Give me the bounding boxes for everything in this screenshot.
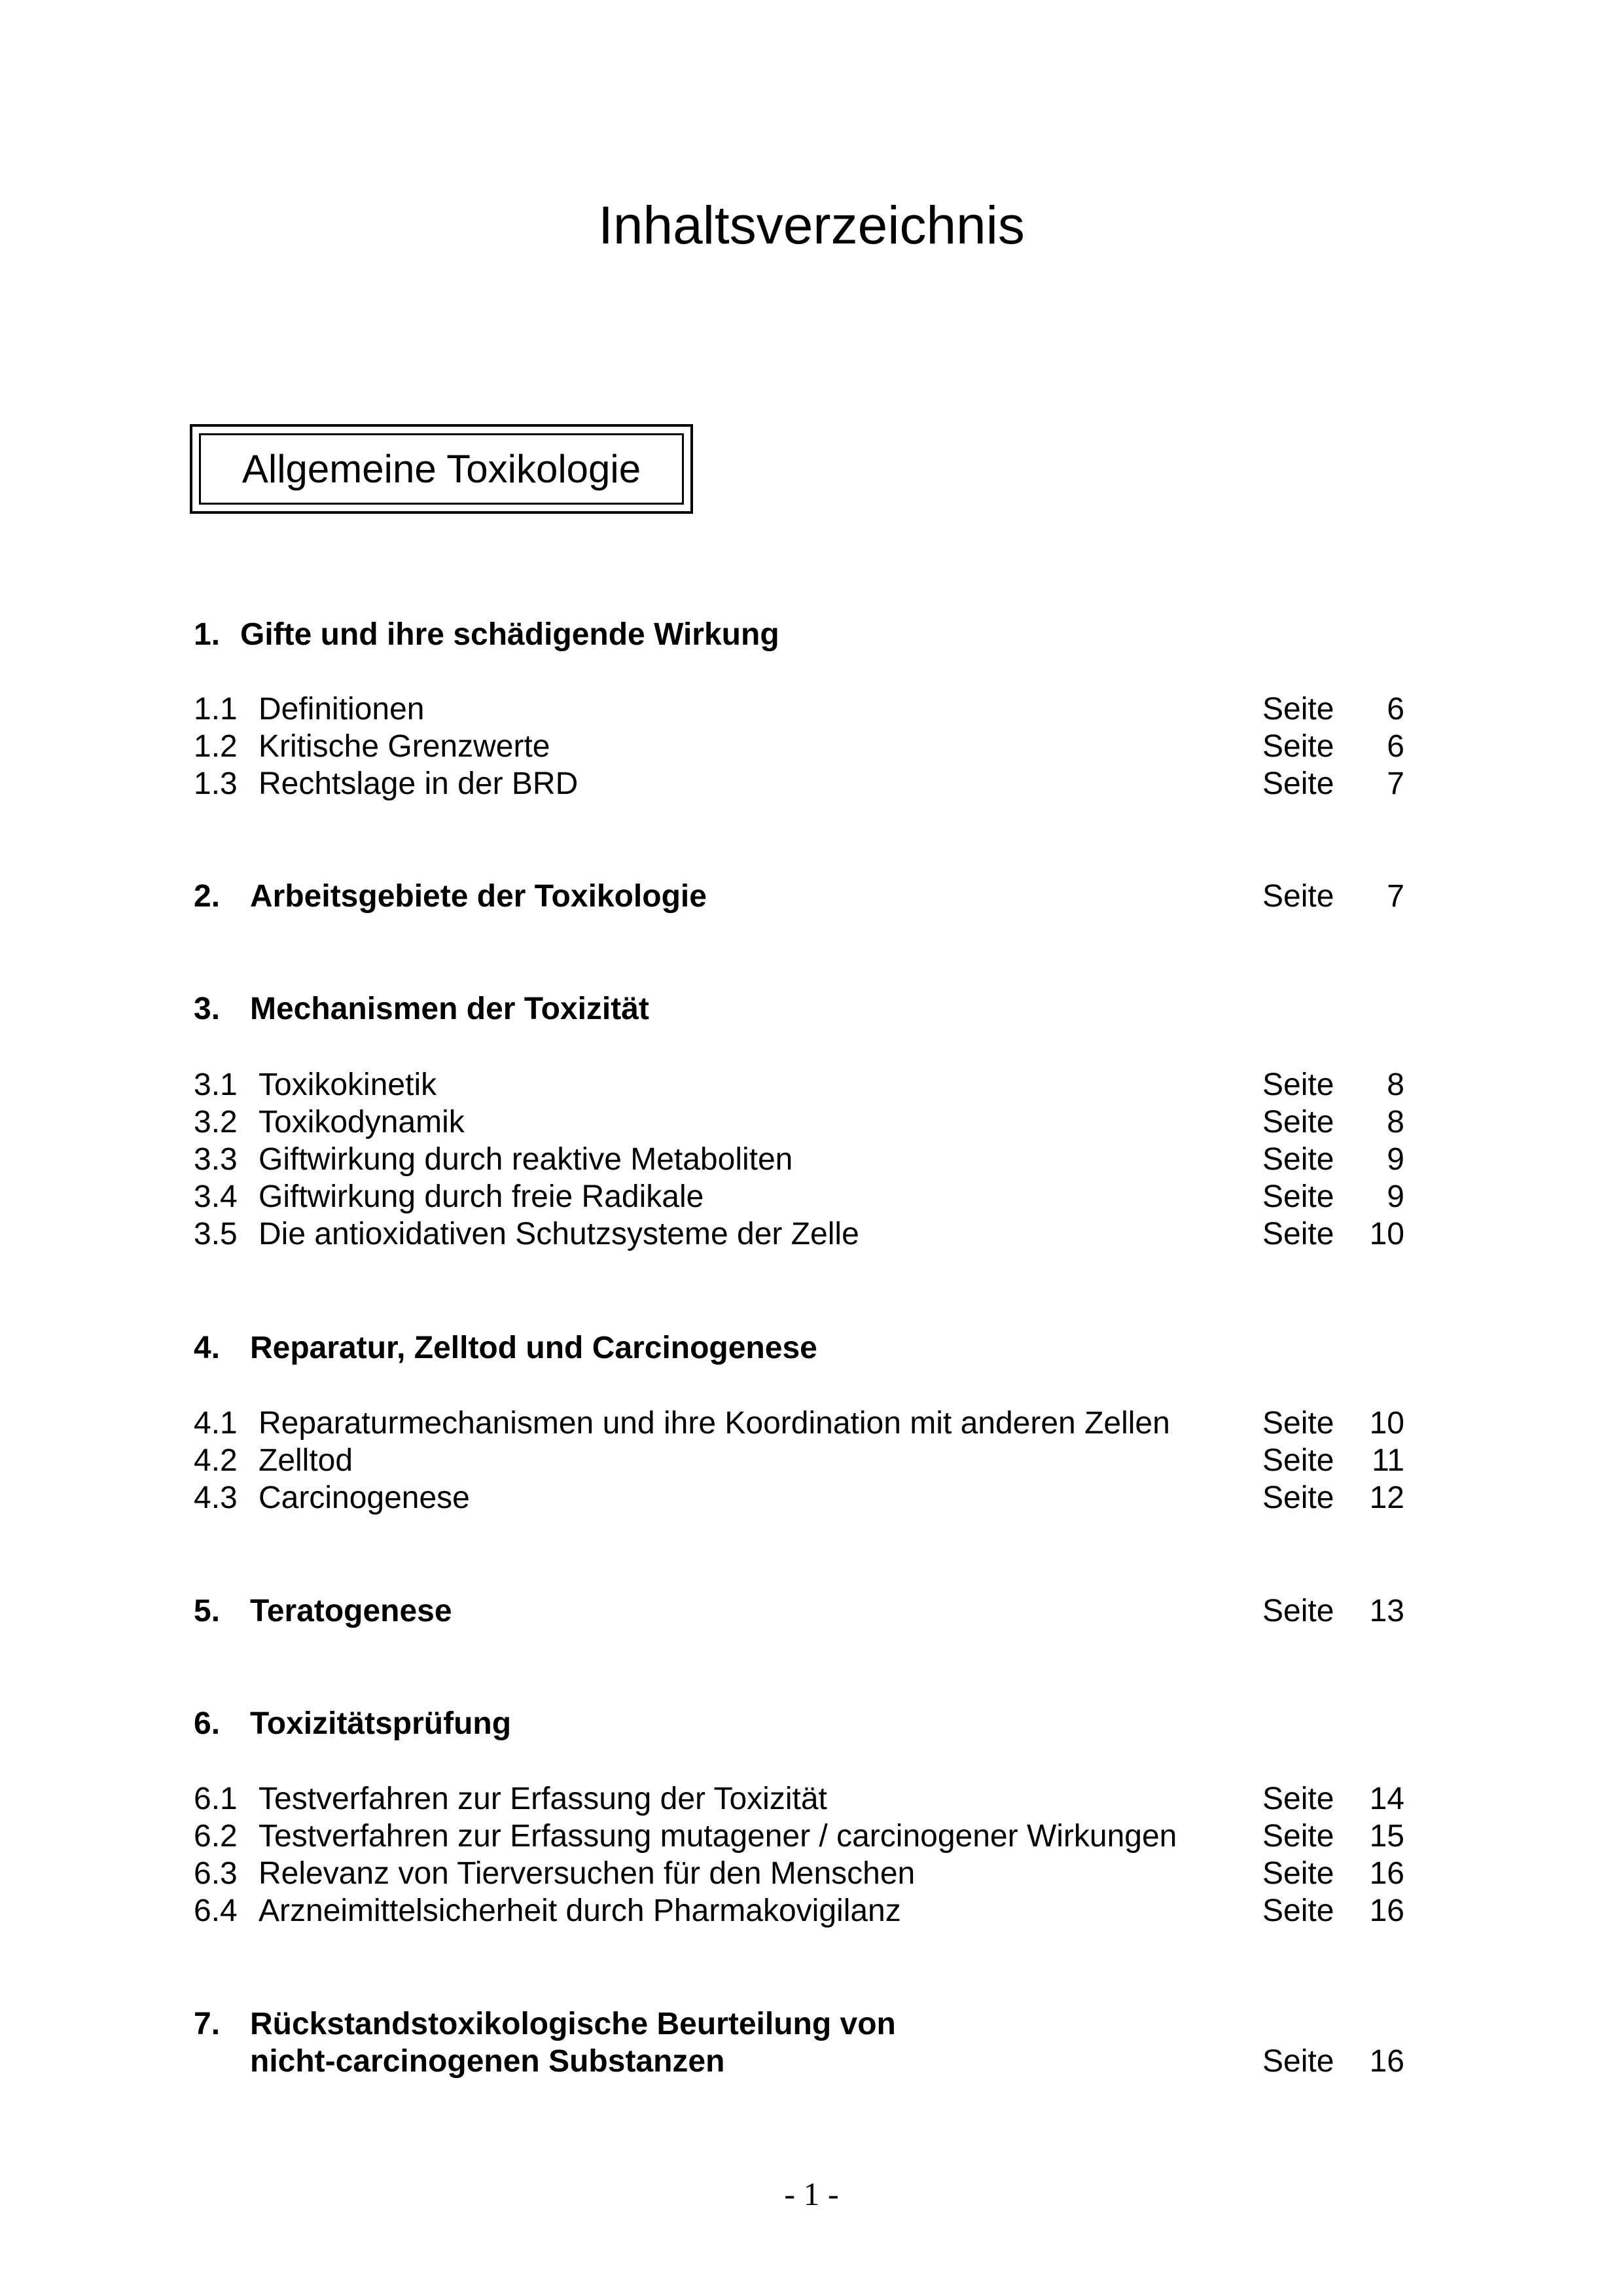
page-number: 9 (1387, 1142, 1404, 1177)
toc-section-5[interactable] (194, 1592, 1404, 1631)
page-number: 16 (1369, 1893, 1404, 1928)
toc-section-7-continued[interactable] (194, 2042, 1404, 2081)
toc-title: Giftwirkung durch freie Radikale (259, 1179, 704, 1214)
toc-entry-1-1[interactable] (194, 690, 1404, 729)
page-number: 16 (1369, 2044, 1404, 2079)
toc-section-6[interactable] (194, 1704, 1404, 1744)
page-number: 10 (1369, 1406, 1404, 1441)
toc-number: 1. (194, 617, 221, 652)
seite-label: Seite (1262, 879, 1334, 914)
toc-entry-3-5[interactable] (194, 1215, 1404, 1254)
page-footer: - 1 - (784, 2176, 839, 2212)
toc-number: 3.1 (194, 1067, 238, 1102)
page-number: 15 (1369, 1819, 1404, 1854)
toc-title: Relevanz von Tierversuchen für den Menschen (259, 1856, 916, 1891)
seite-label: Seite (1262, 1406, 1334, 1441)
page-number: 14 (1369, 1782, 1404, 1816)
toc-number: 6. (194, 1706, 221, 1741)
toc-number: 4.2 (194, 1443, 238, 1478)
toc-section-7[interactable] (194, 2005, 1404, 2044)
toc-title: Gifte und ihre schädigende Wirkung (240, 617, 779, 652)
page-number: 9 (1387, 1179, 1404, 1214)
toc-title: Die antioxidativen Schutzsysteme der Zelle (259, 1217, 859, 1251)
toc-number: 1.1 (194, 692, 238, 726)
page-number: 11 (1372, 1443, 1404, 1478)
toc-title: Mechanismen der Toxizität (250, 992, 649, 1026)
toc-entry-1-3[interactable] (194, 764, 1404, 804)
toc-entry-3-4[interactable] (194, 1177, 1404, 1217)
toc-entry-4-3[interactable] (194, 1479, 1404, 1518)
page-number: 16 (1369, 1856, 1404, 1891)
toc-title: Arbeitsgebiete der Toxikologie (250, 879, 707, 914)
seite-label: Seite (1262, 1782, 1334, 1816)
toc-entry-4-2[interactable] (194, 1441, 1404, 1480)
toc-number: 7. (194, 2007, 221, 2041)
toc-title: nicht-carcinogenen Substanzen (250, 2044, 725, 2079)
seite-label: Seite (1262, 2044, 1334, 2079)
seite-label: Seite (1262, 1217, 1334, 1251)
toc-title: Toxikokinetik (259, 1067, 437, 1102)
page-number: 13 (1369, 1594, 1404, 1628)
toc-section-1[interactable] (194, 615, 1404, 655)
toc-section-2[interactable] (194, 877, 1404, 916)
toc-number: 3. (194, 992, 221, 1026)
seite-label: Seite (1262, 692, 1334, 726)
toc-entry-1-2[interactable] (194, 727, 1404, 766)
toc-title: Toxizitätsprüfung (250, 1706, 512, 1741)
toc-section-4[interactable] (194, 1329, 1404, 1368)
toc-title: Arzneimittelsicherheit durch Pharmakovigilanz (259, 1893, 901, 1928)
toc-number: 6.2 (194, 1819, 238, 1854)
seite-label: Seite (1262, 1179, 1334, 1214)
seite-label: Seite (1262, 1480, 1334, 1515)
seite-label: Seite (1262, 1067, 1334, 1102)
seite-label: Seite (1262, 1856, 1334, 1891)
toc-entry-6-4[interactable] (194, 1892, 1404, 1931)
page-number: 8 (1387, 1105, 1404, 1139)
seite-label: Seite (1262, 1142, 1334, 1177)
toc-number: 3.5 (194, 1217, 238, 1251)
toc-entry-3-1[interactable] (194, 1066, 1404, 1105)
page-number: 6 (1387, 692, 1404, 726)
toc-number: 5. (194, 1594, 221, 1628)
toc-number: 3.3 (194, 1142, 238, 1177)
toc-number: 4.3 (194, 1480, 238, 1515)
seite-label: Seite (1262, 1105, 1334, 1139)
toc-entry-6-3[interactable] (194, 1854, 1404, 1893)
toc-title: Reparaturmechanismen und ihre Koordination mit anderen Zellen (259, 1406, 1170, 1441)
toc-number: 4. (194, 1331, 221, 1365)
page-number: 10 (1369, 1217, 1404, 1251)
toc-number: 4.1 (194, 1406, 238, 1441)
toc-entry-3-3[interactable] (194, 1140, 1404, 1179)
toc-title: Zelltod (259, 1443, 353, 1478)
seite-label: Seite (1262, 1443, 1334, 1478)
page-number: 12 (1369, 1480, 1404, 1515)
toc-title: Rechtslage in der BRD (259, 766, 579, 801)
toc-number: 6.3 (194, 1856, 238, 1891)
page-title: Inhaltsverzeichnis (598, 196, 1025, 255)
toc-title: Reparatur, Zelltod und Carcinogenese (250, 1331, 817, 1365)
toc-number: 1.2 (194, 729, 238, 764)
toc-entry-4-1[interactable] (194, 1404, 1404, 1443)
section-box (190, 424, 693, 514)
toc-entry-3-2[interactable] (194, 1103, 1404, 1142)
toc-number: 2. (194, 879, 221, 914)
toc-number: 6.4 (194, 1893, 238, 1928)
toc-title: Kritische Grenzwerte (259, 729, 550, 764)
toc-title: Testverfahren zur Erfassung mutagener / carcinogener Wirkungen (259, 1819, 1177, 1854)
toc-title: Carcinogenese (259, 1480, 470, 1515)
page-number: 8 (1387, 1067, 1404, 1102)
toc-title: Definitionen (259, 692, 425, 726)
seite-label: Seite (1262, 766, 1334, 801)
page-number: 7 (1387, 879, 1404, 914)
toc-entry-6-2[interactable] (194, 1817, 1404, 1856)
page-number: 7 (1387, 766, 1404, 801)
seite-label: Seite (1262, 1893, 1334, 1928)
toc-number: 3.2 (194, 1105, 238, 1139)
seite-label: Seite (1262, 1819, 1334, 1854)
toc-title: Toxikodynamik (259, 1105, 465, 1139)
page-number: 6 (1387, 729, 1404, 764)
toc-title: Giftwirkung durch reaktive Metaboliten (259, 1142, 793, 1177)
toc-section-3[interactable] (194, 990, 1404, 1029)
toc-number: 6.1 (194, 1782, 238, 1816)
toc-title: Rückstandstoxikologische Beurteilung von (250, 2007, 896, 2041)
section-box-label: Allgemeine Toxikologie (199, 433, 684, 505)
toc-title: Testverfahren zur Erfassung der Toxizität (259, 1782, 827, 1816)
toc-number: 3.4 (194, 1179, 238, 1214)
seite-label: Seite (1262, 729, 1334, 764)
toc-number: 1.3 (194, 766, 238, 801)
toc-entry-6-1[interactable] (194, 1780, 1404, 1819)
toc-title: Teratogenese (250, 1594, 452, 1628)
seite-label: Seite (1262, 1594, 1334, 1628)
